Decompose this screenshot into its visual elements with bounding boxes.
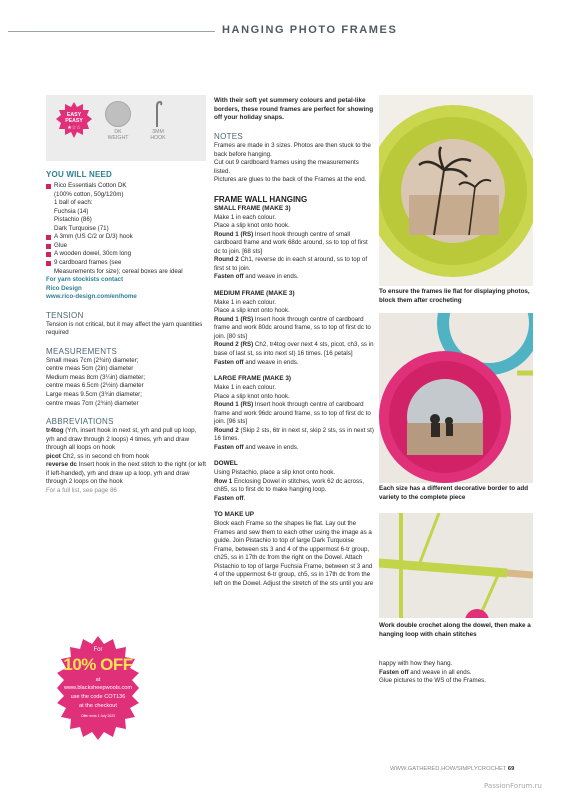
notes-heading: NOTES [214, 131, 244, 141]
promo-at: at [95, 677, 101, 683]
promo-checkout: at the checkout [79, 703, 117, 709]
list-item: Measurements for size); cereal boxes are ideal [54, 267, 183, 275]
badge-line2: PEASY [65, 118, 83, 124]
instruction-line: Round 2 (RS) Ch2, tr4tog over next 4 sts, picot, ch3, ss in base of last st, ss into next st) 16 times. [16 petals] [214, 341, 374, 358]
yarn-ball-icon [105, 101, 131, 127]
measurements-heading: MEASUREMENTS [46, 346, 118, 356]
photo-pink-frame [379, 313, 533, 483]
notes-line: Frames are made in 3 sizes. Photos are then stuck to the back before hanging. [214, 141, 371, 158]
photo-green-frame [379, 95, 533, 286]
measurements-line: centre meas 7cm (2¾in) diameter [46, 399, 139, 407]
measurements-line: Large meas 9.5cm (3¾in diameter; [46, 391, 142, 399]
instruction-line: Using Pistachio, place a slip knot onto hook. [214, 469, 336, 477]
instruction-line: Place a slip knot onto hook. [214, 392, 290, 400]
continuation-line: Fasten off and weave in all ends. [379, 668, 472, 676]
abbreviation-entry: tr4tog (Yrh, insert hook in next st, yrh and pull up loop, yrh and draw through 2 loops) 4 times, yrh and draw through all loops on hook [46, 427, 197, 452]
tension-heading: TENSION [46, 310, 84, 320]
materials-list [46, 182, 206, 276]
abbreviation-entry: picot Ch2, ss in second ch from hook [46, 452, 150, 460]
list-item: Glue [46, 242, 206, 251]
continuation-line: Glue pictures to the WS of the Frames. [379, 677, 486, 685]
instruction-line: Fasten off and weave in ends. [214, 443, 299, 451]
measurements-line: centre meas 6.5cm (2½in) diameter [46, 382, 144, 390]
instruction-line: Round 2 Ch1, reverse dc in each st around, ss to top of first st to join. [214, 256, 368, 272]
photo-caption-1: To ensure the frames lie flat for displaying photos, block them after crocheting [379, 288, 530, 304]
instruction-line: Fasten off and weave in ends. [214, 358, 299, 366]
list-item: 9 cardboard frames (see [46, 259, 206, 268]
list-item: Pistachio (86) [54, 216, 92, 224]
instruction-line: Make 1 in each colour. [214, 383, 276, 391]
badge-stars: ★☆☆ [67, 125, 81, 131]
list-item: (100% cotton, 50g/120m) [54, 190, 124, 198]
promo-url: www.blacksheepwools.com [63, 685, 133, 691]
tension-text: Tension is not critical, but it may affect the yarn quantities required [46, 320, 203, 337]
photo-caption-2: Each size has a different decorative border to add variety to the complete piece [379, 485, 529, 501]
instruction-line: Row 1 Enclosing Dowel in stitches, work 62 dc across, ch85, ss to first dc to make hanging loop. [214, 477, 364, 494]
pattern-info-box [46, 95, 206, 161]
instruction-line: Round 1 (RS) Insert hook through centre of small cardboard frame and work 68dc around, ss to top of first dc to join. [68 sts] [214, 230, 368, 255]
make-up-text: Block each Frame so the shapes lie flat. Lay out the Frames and sew them to each other using the image as a guide. Join Pistachio to top of large Dark Turquoise Frame, between sts 3 and 4 of the uppermost 6-tr group, ch25, ss in 17th dc from the right on the Dowel. Attach Pistachio to top of large Fuchsia Frame, between st 3 and 4 of the uppermost 6-tr group, ch5, ss in 17th dc from the left on the Dowel. Adjust the stretch of the sts until you are [214, 520, 374, 587]
instruction-line: Round 1 (RS) Insert hook through centre of cardboard frame and work 80dc around frame, ss to top of first dc to join. [80 sts] [214, 315, 371, 340]
large-frame-heading: LARGE FRAME (MAKE 3) [214, 375, 292, 383]
watermark: PassionForum.ru [484, 782, 542, 790]
yarn-weight-label: DK WEIGHT [107, 129, 129, 142]
instruction-line: Place a slip knot onto hook. [214, 222, 290, 230]
notes-line: Cut out 9 cardboard frames using the measurements listed. [214, 159, 359, 175]
promo-for: For [93, 647, 103, 653]
list-item: 1 ball of each: [54, 199, 93, 207]
measurements-line: centre meas 5cm (2in) diameter [46, 365, 134, 373]
list-item: Fuchsia (14) [54, 207, 89, 215]
make-up-heading: TO MAKE UP [214, 511, 255, 519]
intro-text: With their soft yet summery colours and petal-like borders, these round frames are perfect for showing off your holiday snaps. [214, 97, 374, 122]
dowel-heading: DOWEL [214, 460, 238, 468]
stockists-link[interactable]: www.rico-design.com/en/home [46, 293, 137, 301]
instruction-line: Round 1 (RS) Insert hook through centre of cardboard frame and work 96dc around frame, ss to top of first dc to join. [96 sts] [214, 401, 371, 426]
easy-peasy-badge [56, 102, 92, 138]
badge-line1: EASY [66, 112, 82, 118]
stockists-line: For yarn stockists contact [46, 276, 124, 284]
instruction-line: Round 2 (Skip 2 sts, 6tr in next st, skip 2 sts, ss in next st) 16 times. [214, 426, 374, 443]
instruction-line: Fasten off and weave in ends. [214, 273, 299, 281]
footer-url[interactable]: WWW.GATHERED.HOW/SIMPLYCROCHET [390, 766, 507, 772]
list-item: Rico Essentials Cotton DK [46, 182, 206, 191]
continuation-line: happy with how they hang. [379, 660, 453, 667]
header-rule [8, 31, 215, 32]
measurements-line: Medium meas 8cm (3¼in) diameter; [46, 373, 146, 381]
instruction-line: Make 1 in each colour. [214, 213, 276, 221]
list-item: A 3mm (US C/2 or D/3) hook [46, 233, 206, 242]
badge-text [46, 636, 150, 740]
promo-headline: 10% OFF [63, 655, 133, 674]
left-column [46, 95, 206, 496]
promo-fine-print: Offer ends 1 July 2023 [80, 714, 116, 718]
page-title: HANGING PHOTO FRAMES [222, 24, 398, 36]
instruction-line: Make 1 in each colour. [214, 298, 276, 306]
list-item: A wooden dowel, 30cm long [46, 250, 206, 259]
small-frame-heading: SMALL FRAME (MAKE 3) [214, 204, 291, 212]
promo-code: use the code COT136 [70, 694, 126, 700]
crochet-hook-icon [150, 100, 164, 128]
notes-line: Pictures are glues to the back of the Frames at the end. [214, 176, 367, 184]
list-item: Dark Turquoise (71) [54, 224, 109, 232]
you-will-need-heading: YOU WILL NEED [46, 170, 113, 179]
pattern-heading: FRAME WALL HANGING [214, 194, 308, 204]
page-number: 69 [507, 766, 515, 772]
instruction-line: Fasten off. [214, 494, 246, 502]
measurements-line: Small meas 7cm (2¾in) diameter; [46, 356, 139, 364]
middle-column [214, 97, 374, 589]
hook-size-label: 3MM HOOK [150, 129, 166, 142]
abbreviations-heading: ABBREVIATIONS [46, 417, 114, 427]
photo-caption-3: Work double crochet along the dowel, then make a hanging loop with chain stitches [379, 622, 531, 638]
instruction-line: Place a slip knot onto hook. [214, 307, 290, 315]
page-header [0, 22, 566, 42]
page-footer [390, 766, 540, 774]
medium-frame-heading: MEDIUM FRAME (MAKE 3) [214, 289, 295, 297]
abbreviation-entry: reverse dc Insert hook in the next stitch to the right (or left if left-handed), yrh and draw up a loop, yrh and draw through 2 loops on the hook [46, 461, 206, 486]
discount-badge[interactable] [46, 636, 150, 740]
photo-dowel [379, 513, 533, 618]
full-list-note: For a full list, see page 86 [46, 486, 117, 494]
stockists-name: Rico Design [46, 284, 82, 292]
make-up-continuation [379, 660, 535, 686]
